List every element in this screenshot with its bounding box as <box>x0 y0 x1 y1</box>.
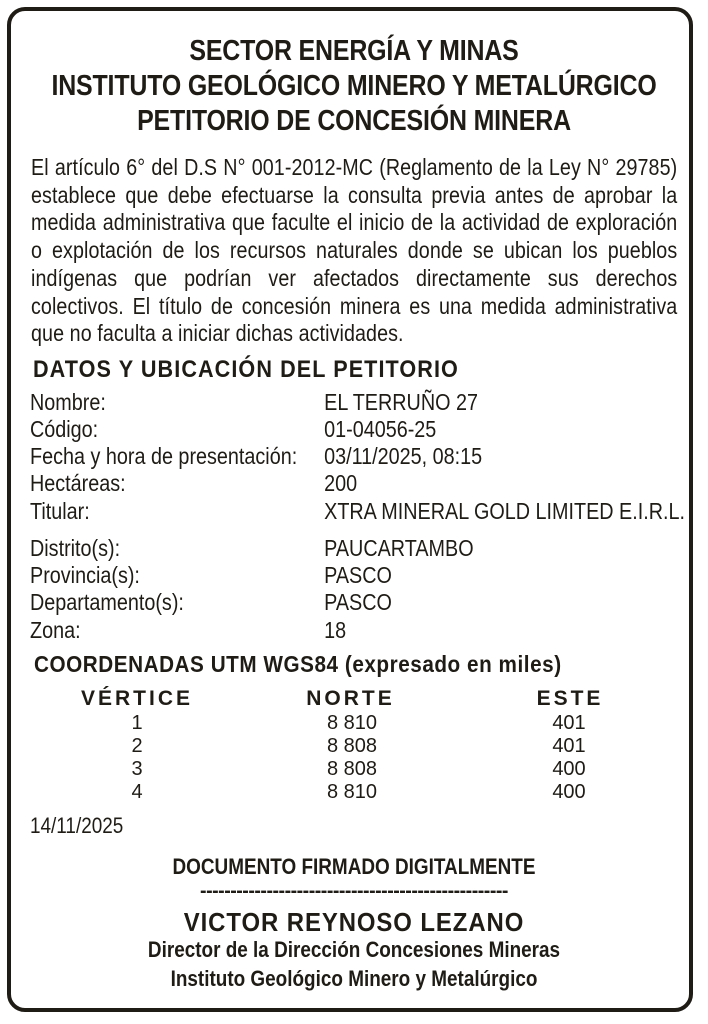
field-label: Provincia(s): <box>30 562 140 588</box>
publication-date: 14/11/2025 <box>30 813 124 838</box>
field-label: Código: <box>30 416 99 442</box>
datos-title: DATOS Y UBICACIÓN DEL PETITORIO <box>33 356 459 383</box>
header-este: ESTE <box>536 687 604 710</box>
header-petitorio: PETITORIO DE CONCESIÓN MINERA <box>137 105 571 137</box>
field-label: Nombre: <box>30 389 106 415</box>
cell-norte: 8 810 <box>326 712 378 734</box>
field-value: EL TERRUÑO 27 <box>324 389 479 415</box>
signer-role: Director de la Dirección Concesiones Mineras <box>147 937 561 962</box>
header-vertice: VÉRTICE <box>80 687 193 710</box>
cell-norte: 8 810 <box>326 781 378 803</box>
header-institute: INSTITUTO GEOLÓGICO MINERO Y METALÚRGICO <box>51 70 657 102</box>
cell-vertice: 1 <box>131 712 143 734</box>
field-value: PASCO <box>324 589 392 615</box>
signature-line: --------------------------------------------------- <box>200 880 508 902</box>
cell-este: 401 <box>552 712 586 734</box>
header-norte: NORTE <box>306 687 395 710</box>
field-value: 03/11/2025, 08:15 <box>324 443 483 469</box>
field-label: Titular: <box>30 498 90 524</box>
cell-este: 401 <box>552 735 586 757</box>
field-label: Departamento(s): <box>30 589 184 615</box>
field-label: Distrito(s): <box>30 535 121 561</box>
field-value: 01-04056-25 <box>324 416 437 442</box>
header-sector: SECTOR ENERGÍA Y MINAS <box>189 35 519 67</box>
cell-vertice: 4 <box>131 781 143 803</box>
firmado-label: DOCUMENTO FIRMADO DIGITALMENTE <box>172 854 536 879</box>
cell-vertice: 3 <box>131 758 143 780</box>
field-label: Zona: <box>30 617 81 643</box>
field-value: PASCO <box>324 562 392 588</box>
field-value: 200 <box>324 470 358 496</box>
cell-vertice: 2 <box>131 735 143 757</box>
field-value: XTRA MINERAL GOLD LIMITED E.I.R.L. <box>324 498 686 524</box>
coordenadas-title: COORDENADAS UTM WGS84 (expresado en miles) <box>34 651 562 677</box>
signer-institution: Instituto Geológico Minero y Metalúrgico <box>170 966 538 991</box>
cell-norte: 8 808 <box>326 758 378 780</box>
field-label: Fecha y hora de presentación: <box>30 443 298 469</box>
signer-name: VICTOR REYNOSO LEZANO <box>183 907 525 937</box>
intro-paragraph: El artículo 6° del D.S N° 001-2012-MC (Reglamento de la Ley N° 29785) establece que debe efectuarse la consulta previa antes de aprobar la medida administrativa que faculte el inicio de la actividad de exploración o explotación de los recursos naturales donde se ubican los pueblos indígenas que podrían ver afectados directamente sus derechos colectivos. El título de concesión minera es una medida administrativa que no faculta a iniciar dichas actividades. <box>31 154 678 347</box>
cell-este: 400 <box>552 758 586 780</box>
field-label: Hectáreas: <box>30 470 126 496</box>
field-value: 18 <box>324 617 347 643</box>
cell-este: 400 <box>552 781 586 803</box>
field-value: PAUCARTAMBO <box>324 535 474 561</box>
cell-norte: 8 808 <box>326 735 378 757</box>
